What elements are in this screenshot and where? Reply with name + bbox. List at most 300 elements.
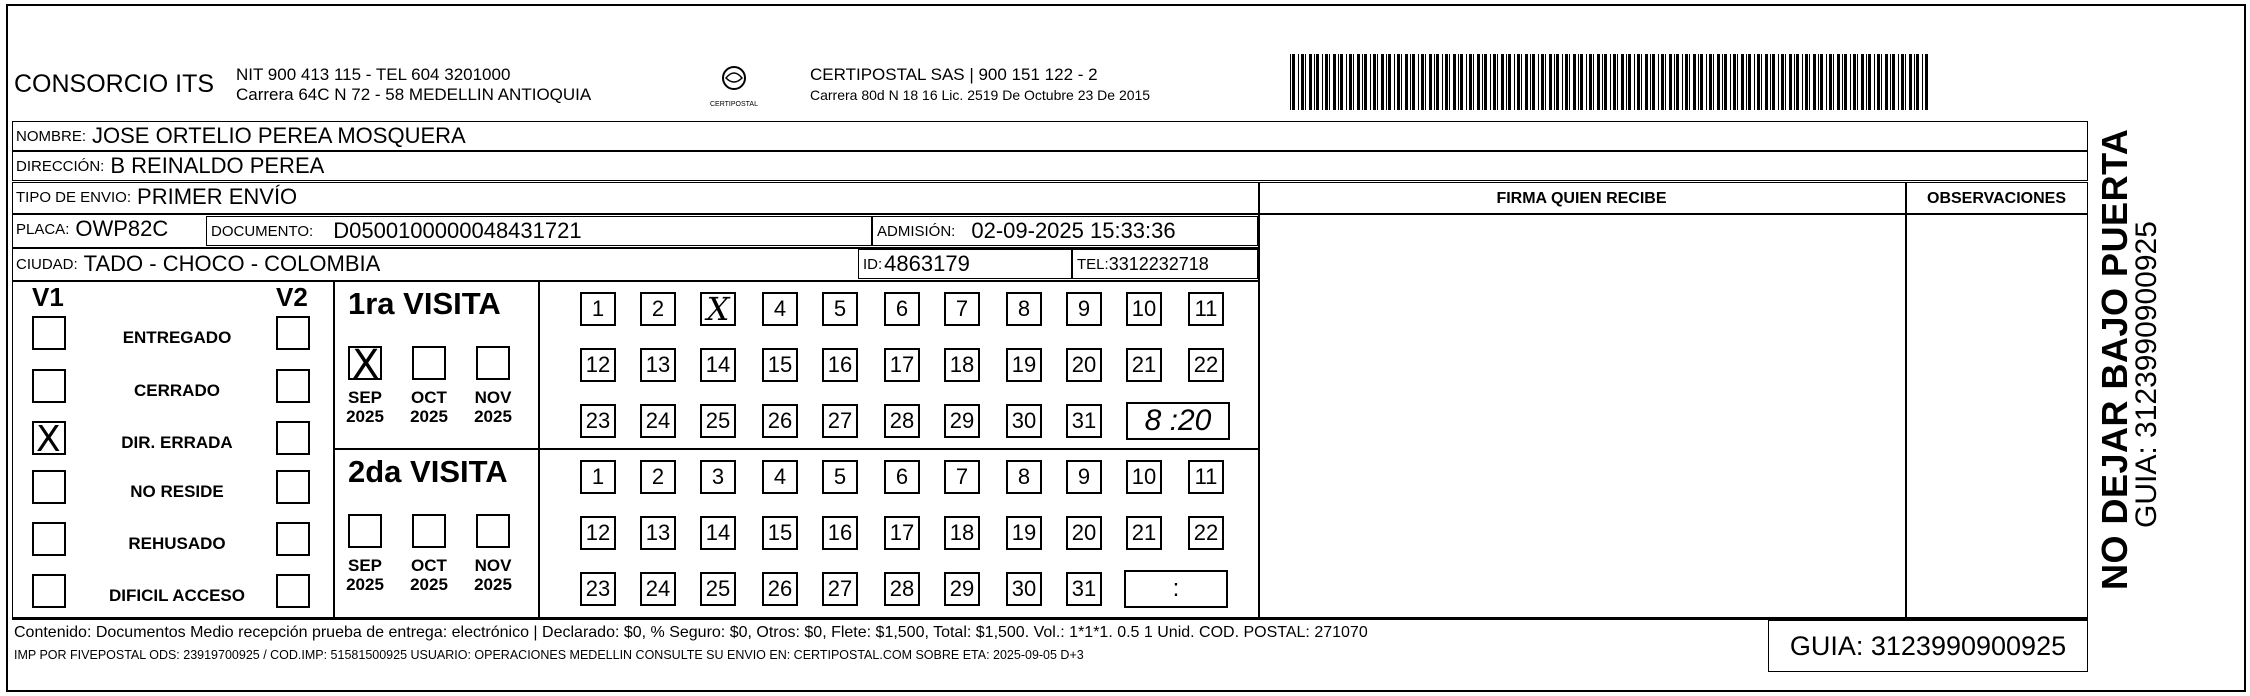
barcode-bar (1370, 54, 1371, 110)
barcode-bar (1338, 54, 1339, 110)
month-checkbox[interactable] (476, 346, 510, 380)
barcode-bar (1837, 54, 1840, 110)
id-value: 4863179 (884, 251, 970, 276)
barcode-bar (1514, 54, 1515, 110)
day-box[interactable]: 14 (700, 516, 736, 550)
barcode-bar (1674, 54, 1675, 110)
barcode-bar (1493, 54, 1496, 110)
barcode-bar (1676, 54, 1679, 110)
v2-label: V2 (276, 282, 308, 312)
barcode-bar (1602, 54, 1603, 110)
day-box[interactable]: 17 (884, 516, 920, 550)
barcode-bar (1530, 54, 1531, 110)
day-box[interactable]: 11 (1188, 460, 1224, 494)
day-box[interactable]: 22 (1188, 348, 1224, 382)
barcode-bar (1682, 54, 1683, 110)
v1-label: V1 (32, 282, 64, 312)
barcode-bar (1597, 54, 1600, 110)
status-label: CERRADO (134, 381, 220, 400)
side-warning: NO DEJAR BAJO PUERTA (2094, 128, 2135, 590)
placa-value: OWP82C (75, 216, 169, 241)
barcode-bar (1410, 54, 1411, 110)
barcode-bar (1874, 54, 1875, 110)
status-label: DIFICIL ACCESO (108, 586, 245, 605)
rule-3 (12, 280, 1258, 282)
barcode-bar (1665, 54, 1666, 110)
day-box[interactable]: 21 (1126, 348, 1162, 382)
barcode-bar (1689, 54, 1690, 110)
barcode-bar (1925, 54, 1928, 110)
barcode-bar (1586, 54, 1587, 110)
day-box[interactable]: 13 (640, 516, 676, 550)
ciudad-label: CIUDAD: (16, 255, 78, 273)
cell-admision (872, 216, 1258, 246)
barcode-bar (1909, 54, 1912, 110)
barcode-bar (1706, 54, 1707, 110)
barcode-bar (1377, 54, 1378, 110)
barcode-bar (1693, 54, 1696, 110)
barcode-bar (1613, 54, 1616, 110)
barcode-bar (1290, 54, 1291, 110)
status-label: NO RESIDE (130, 482, 224, 501)
barcode-bar (1364, 54, 1367, 110)
barcode-bar (1700, 54, 1703, 110)
day-box[interactable]: 18 (944, 348, 980, 382)
day-box[interactable]: 17 (884, 348, 920, 382)
barcode-bar (1813, 54, 1816, 110)
barcode-bar (1580, 54, 1583, 110)
barcode-bar (1652, 54, 1655, 110)
day-box[interactable]: 11 (1188, 292, 1224, 326)
barcode-bar (1778, 54, 1779, 110)
footer-impresion: IMP POR FIVEPOSTAL ODS: 23919700925 / COD.IMP: 51581500925 USUARIO: OPERACIONES MEDELLIN CONSULTE SU ENVIO EN: CERTIPOSTAL.COM SOBRE ETA: 2025-09-05 D+3 (14, 648, 1084, 662)
barcode-bar (1685, 54, 1688, 110)
day-box[interactable]: 13 (640, 348, 676, 382)
barcode-bar (1549, 54, 1552, 110)
day-box[interactable]: 23 (580, 572, 616, 606)
status-label: REHUSADO (128, 534, 226, 553)
barcode-bar (1545, 54, 1546, 110)
barcode-bar (1301, 54, 1304, 110)
month-checkbox[interactable] (412, 514, 446, 548)
barcode-bar (1717, 54, 1720, 110)
month-year: 2025 (346, 407, 384, 426)
barcode-bar (1436, 54, 1439, 110)
side-guia: GUIA: 3123990900925 (2130, 221, 2163, 528)
barcode-bar (1573, 54, 1576, 110)
barcode-bar (1305, 54, 1306, 110)
direccion-value: B REINALDO PEREA (110, 153, 325, 178)
barcode-bar (1634, 54, 1635, 110)
barcode-bar (1473, 54, 1474, 110)
barcode-bar (1748, 54, 1751, 110)
v2-checkbox[interactable] (276, 470, 310, 504)
day-box[interactable]: 9 (1066, 292, 1102, 326)
barcode (1290, 54, 1930, 110)
barcode-bar (1901, 54, 1904, 110)
barcode-bar (1850, 54, 1851, 110)
day-box[interactable]: 25 (700, 404, 736, 438)
barcode-bar (1604, 54, 1607, 110)
barcode-bar (1401, 54, 1402, 110)
day-box[interactable]: 31 (1066, 572, 1102, 606)
admision-label: ADMISIÓN: (877, 222, 956, 240)
barcode-bar (1298, 54, 1299, 110)
day-box[interactable]: 9 (1066, 460, 1102, 494)
barcode-bar (1460, 54, 1463, 110)
barcode-bar (1434, 54, 1435, 110)
barcode-bar (1861, 54, 1864, 110)
cell-placa (12, 214, 206, 244)
barcode-bar (1698, 54, 1699, 110)
nombre-value: JOSE ORTELIO PEREA MOSQUERA (92, 123, 466, 148)
barcode-bar (1881, 54, 1882, 110)
v1-checkbox[interactable] (32, 470, 66, 504)
barcode-bar (1621, 54, 1624, 110)
month-label (465, 556, 521, 594)
day-box[interactable]: 28 (884, 572, 920, 606)
cell-id (858, 249, 1072, 279)
barcode-bar (1316, 54, 1319, 110)
v1-checkbox[interactable] (32, 316, 66, 350)
barcode-bar (1362, 54, 1363, 110)
tipo-value: PRIMER ENVÍO (137, 184, 298, 209)
guia-box: GUIA: 3123990900925 (1768, 620, 2088, 672)
barcode-bar (1809, 54, 1810, 110)
month-year: 2025 (410, 575, 448, 594)
barcode-bar (1637, 54, 1640, 110)
month-name: SEP (347, 556, 383, 575)
barcode-bar (1770, 54, 1771, 110)
barcode-bar (1877, 54, 1880, 110)
day-box[interactable]: 22 (1188, 516, 1224, 550)
v2-checkbox[interactable] (276, 369, 310, 403)
v1-checkbox[interactable] (32, 369, 66, 403)
carrier-line: CERTIPOSTAL SAS | 900 151 122 - 2 (810, 65, 1098, 84)
row-tipo (12, 182, 1258, 212)
barcode-bar (1388, 54, 1391, 110)
barcode-bar (1421, 54, 1424, 110)
day-box[interactable]: 24 (640, 404, 676, 438)
barcode-bar (1866, 54, 1867, 110)
day-box[interactable]: 29 (944, 404, 980, 438)
v2-checkbox[interactable] (276, 522, 310, 556)
month-year: 2025 (346, 575, 384, 594)
barcode-bar (1650, 54, 1651, 110)
barcode-bar (1789, 54, 1792, 110)
barcode-bar (1562, 54, 1563, 110)
barcode-bar (1429, 54, 1432, 110)
barcode-bar (1724, 54, 1727, 110)
direccion-label: DIRECCIÓN: (16, 157, 105, 175)
barcode-bar (1885, 54, 1888, 110)
day-box[interactable]: 26 (762, 572, 798, 606)
barcode-bar (1405, 54, 1408, 110)
day-box[interactable]: 12 (580, 516, 616, 550)
status-label: ENTREGADO (122, 328, 232, 347)
day-box[interactable]: 4 (762, 460, 798, 494)
month-label (401, 388, 457, 426)
month-checkbox[interactable] (348, 514, 382, 548)
barcode-bar (1412, 54, 1415, 110)
barcode-bar (1890, 54, 1891, 110)
barcode-bar (1905, 54, 1906, 110)
barcode-bar (1541, 54, 1544, 110)
barcode-bar (1532, 54, 1535, 110)
barcode-bar (1746, 54, 1747, 110)
day-box[interactable]: 19 (1006, 516, 1042, 550)
barcode-bar (1469, 54, 1472, 110)
barcode-bar (1466, 54, 1467, 110)
barcode-bar (1565, 54, 1568, 110)
day-box[interactable]: 2 (640, 460, 676, 494)
barcode-bar (1833, 54, 1834, 110)
barcode-bar (1497, 54, 1498, 110)
v1-checkbox[interactable] (32, 574, 66, 608)
barcode-bar (1442, 54, 1443, 110)
day-box[interactable]: 6 (884, 292, 920, 326)
barcode-bar (1418, 54, 1419, 110)
footer-content: Contenido: Documentos Medio recepción prueba de entrega: electrónico | Declarado: $0, % Seguro: $0, Otros: $0, Flete: $1,500, Total: $1,500. Vol.: 1*1*1. 0.5 1 Unid. COD. POSTAL: 271070 (14, 624, 1368, 641)
barcode-bar (1661, 54, 1664, 110)
tel-label: TEL: (1077, 255, 1109, 273)
barcode-bar (1914, 54, 1915, 110)
cell-tel (1072, 249, 1258, 279)
barcode-bar (1589, 54, 1592, 110)
month-checkbox[interactable] (348, 346, 382, 380)
day-box[interactable]: 27 (822, 404, 858, 438)
barcode-bar (1733, 54, 1736, 110)
barcode-bar (1781, 54, 1784, 110)
company-name: CONSORCIO ITS (14, 70, 215, 98)
documento-value: D0500100000048431721 (333, 218, 582, 243)
month-label (337, 556, 393, 594)
day-box[interactable]: 7 (944, 460, 980, 494)
firma-header: FIRMA QUIEN RECIBE (1496, 190, 1667, 207)
barcode-bar (1556, 54, 1559, 110)
day-box[interactable]: X (700, 292, 736, 326)
month-label (337, 388, 393, 426)
day-box[interactable]: 20 (1066, 516, 1102, 550)
barcode-bar (1772, 54, 1775, 110)
cell-documento (206, 216, 872, 246)
status-label: DIR. ERRADA (121, 433, 233, 452)
day-box[interactable]: 20 (1066, 348, 1102, 382)
barcode-bar (1517, 54, 1520, 110)
month-name: SEP (347, 388, 383, 407)
barcode-bar (1796, 54, 1799, 110)
day-box[interactable]: 24 (640, 572, 676, 606)
time-box[interactable]: : (1124, 570, 1228, 608)
time-box[interactable]: 8 :20 (1126, 402, 1230, 440)
v2-checkbox[interactable] (276, 316, 310, 350)
day-box[interactable]: 14 (700, 348, 736, 382)
barcode-bar (1730, 54, 1731, 110)
barcode-bar (1340, 54, 1343, 110)
month-label (401, 556, 457, 594)
day-box[interactable]: 21 (1126, 516, 1162, 550)
documento-label: DOCUMENTO: (211, 222, 314, 240)
observaciones-header: OBSERVACIONES (1927, 190, 2066, 207)
placa-label: PLACA: (16, 220, 70, 238)
day-box[interactable]: 10 (1126, 292, 1162, 326)
barcode-bar (1349, 54, 1352, 110)
barcode-bar (1538, 54, 1539, 110)
month-checkbox[interactable] (412, 346, 446, 380)
barcode-bar (1868, 54, 1871, 110)
barcode-bar (1325, 54, 1328, 110)
barcode-bar (1569, 54, 1570, 110)
barcode-bar (1482, 54, 1483, 110)
barcode-bar (1386, 54, 1387, 110)
tipo-label: TIPO DE ENVIO: (16, 188, 132, 206)
day-box[interactable]: 19 (1006, 348, 1042, 382)
barcode-bar (1761, 54, 1762, 110)
barcode-bar (1829, 54, 1832, 110)
tel-value: 3312232718 (1108, 253, 1209, 274)
barcode-bar (1333, 54, 1336, 110)
row-direccion (12, 151, 2088, 181)
day-box[interactable]: 1 (580, 460, 616, 494)
day-box[interactable]: 16 (822, 516, 858, 550)
divider-firma (1258, 182, 1260, 618)
header-rule (1258, 213, 2088, 215)
barcode-bar (1892, 54, 1895, 110)
day-box[interactable]: 30 (1006, 404, 1042, 438)
id-label: ID: (863, 255, 883, 273)
ciudad-value: TADO - CHOCO - COLOMBIA (83, 251, 381, 276)
day-box[interactable]: 5 (822, 460, 858, 494)
barcode-bar (1857, 54, 1858, 110)
carrier-info (810, 65, 1150, 105)
barcode-bar (1353, 54, 1354, 110)
cell-ciudad (12, 249, 858, 279)
day-box[interactable]: 7 (944, 292, 980, 326)
row-nombre (12, 121, 2088, 151)
barcode-bar (1617, 54, 1618, 110)
barcode-bar (1826, 54, 1827, 110)
company-info (236, 65, 591, 105)
day-box[interactable]: 10 (1126, 460, 1162, 494)
barcode-bar (1794, 54, 1795, 110)
day-box[interactable]: 26 (762, 404, 798, 438)
day-box[interactable]: 31 (1066, 404, 1102, 438)
barcode-bar (1314, 54, 1315, 110)
barcode-bar (1425, 54, 1426, 110)
day-box[interactable]: 27 (822, 572, 858, 606)
address-line: Carrera 64C N 72 - 58 MEDELLIN ANTIOQUIA (236, 85, 592, 104)
barcode-bar (1754, 54, 1755, 110)
barcode-bar (1292, 54, 1295, 110)
day-box[interactable]: 18 (944, 516, 980, 550)
barcode-bar (1842, 54, 1843, 110)
admision-value: 02-09-2025 15:33:36 (971, 218, 1176, 243)
barcode-bar (1853, 54, 1856, 110)
barcode-bar (1658, 54, 1659, 110)
barcode-bar (1641, 54, 1642, 110)
day-box[interactable]: 23 (580, 404, 616, 438)
month-checkbox[interactable] (476, 514, 510, 548)
barcode-bar (1709, 54, 1712, 110)
day-box[interactable]: 16 (822, 348, 858, 382)
day-box[interactable]: 12 (580, 348, 616, 382)
logo-text: CERTIPOSTAL (710, 101, 758, 108)
barcode-bar (1818, 54, 1819, 110)
v2-checkbox[interactable] (276, 574, 310, 608)
barcode-bar (1309, 54, 1312, 110)
divider-visit-rows (333, 448, 1258, 450)
month-year: 2025 (410, 407, 448, 426)
barcode-bar (1844, 54, 1847, 110)
barcode-bar (1805, 54, 1808, 110)
barcode-bar (1898, 54, 1899, 110)
day-box[interactable]: 15 (762, 516, 798, 550)
barcode-bar (1626, 54, 1627, 110)
v1-checkbox[interactable] (32, 522, 66, 556)
month-label (465, 388, 521, 426)
barcode-bar (1501, 54, 1504, 110)
barcode-bar (1484, 54, 1487, 110)
day-box[interactable]: 1 (580, 292, 616, 326)
barcode-bar (1373, 54, 1376, 110)
barcode-bar (1785, 54, 1786, 110)
v2-checkbox[interactable] (276, 421, 310, 455)
day-box[interactable]: 28 (884, 404, 920, 438)
barcode-bar (1741, 54, 1744, 110)
barcode-bar (1357, 54, 1360, 110)
day-box[interactable]: 2 (640, 292, 676, 326)
day-box[interactable]: 3 (700, 460, 736, 494)
carrier-address: Carrera 80d N 18 16 Lic. 2519 De Octubre 23 De 2015 (810, 87, 1151, 103)
nit-line: NIT 900 413 115 - TEL 604 3201000 (236, 65, 511, 84)
barcode-bar (1922, 54, 1923, 110)
v1-checkbox[interactable] (32, 421, 66, 455)
day-box[interactable]: 6 (884, 460, 920, 494)
barcode-bar (1593, 54, 1594, 110)
month-name: OCT (411, 388, 447, 407)
day-box[interactable]: 15 (762, 348, 798, 382)
barcode-bar (1346, 54, 1347, 110)
day-box[interactable]: 4 (762, 292, 798, 326)
barcode-bar (1802, 54, 1803, 110)
day-box[interactable]: 8 (1006, 460, 1042, 494)
barcode-bar (1757, 54, 1760, 110)
month-name: NOV (474, 388, 512, 407)
barcode-bar (1506, 54, 1507, 110)
day-box[interactable]: 25 (700, 572, 736, 606)
certipostal-logo (704, 62, 764, 112)
barcode-bar (1490, 54, 1491, 110)
day-box[interactable]: 29 (944, 572, 980, 606)
barcode-bar (1397, 54, 1400, 110)
barcode-bar (1713, 54, 1714, 110)
barcode-bar (1449, 54, 1450, 110)
barcode-bar (1329, 54, 1330, 110)
day-box[interactable]: 30 (1006, 572, 1042, 606)
nombre-label: NOMBRE: (16, 127, 87, 145)
month-year: 2025 (474, 407, 512, 426)
month-name: NOV (474, 556, 512, 575)
barcode-bar (1916, 54, 1919, 110)
barcode-bar (1737, 54, 1738, 110)
barcode-bar (1477, 54, 1480, 110)
barcode-bar (1820, 54, 1823, 110)
day-box[interactable]: 5 (822, 292, 858, 326)
barcode-bar (1381, 54, 1384, 110)
day-box[interactable]: 8 (1006, 292, 1042, 326)
barcode-bar (1458, 54, 1459, 110)
barcode-bar (1628, 54, 1631, 110)
